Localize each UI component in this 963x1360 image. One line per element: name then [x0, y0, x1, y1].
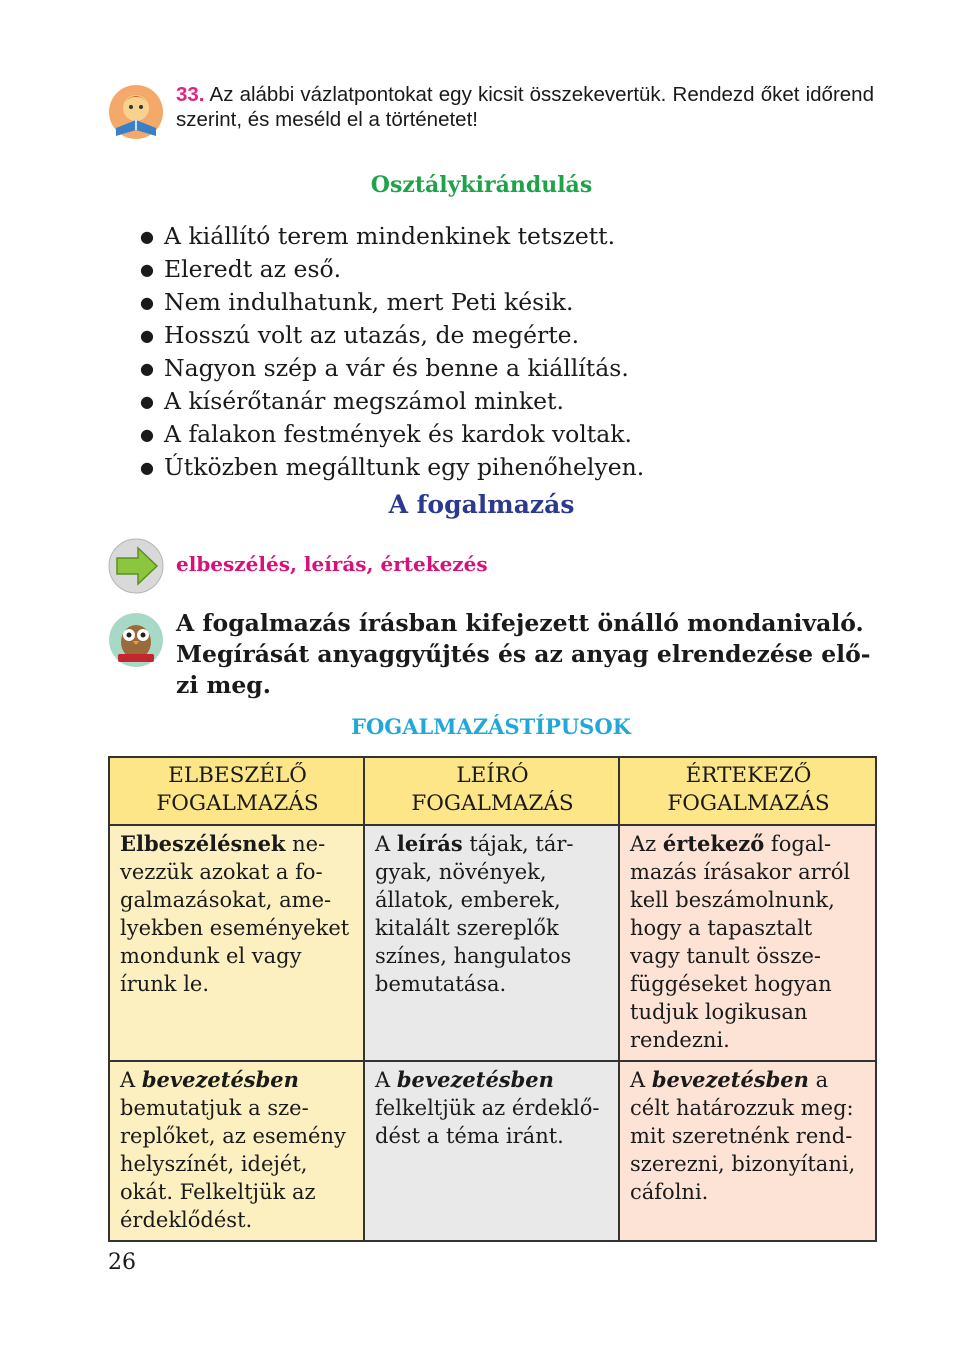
cell-ertekezo-intro: A bevezetésben a célt határozzuk meg: mit szeretnénk rend- szerezni, bizonyítani, cáfolni. — [619, 1061, 876, 1241]
table-header-row — [109, 757, 876, 825]
composition-types-table — [108, 756, 877, 1242]
definition-text: A fogalmazás írásban kifejezett önálló mondanivaló. Megírását anyaggyűjtés és az anyag elrendezése elő- zi meg. — [176, 609, 871, 699]
cell-ertekezo-definition: Az értekező fogal- mazás írásakor arról kell beszámolnunk, hogy a tapasztalt vagy tanult össze- függéseket hogyan tudjuk logikusan rendezni. — [619, 825, 876, 1061]
cell-leiro-intro: A bevezetésben felkeltjük az érdeklő- dést a téma iránt. — [364, 1061, 619, 1241]
cell-elbeszelo-definition: Elbeszélésnek ne- vezzük azokat a fo- galmazásokat, ame- lyekben eseményeket mondunk el vagy írunk le. — [109, 825, 364, 1061]
task-number: 33. — [176, 83, 205, 106]
list-item: ● Nagyon szép a vár és benne a kiállítás. — [140, 353, 644, 386]
task-instruction — [176, 82, 874, 132]
list-item: ● Hosszú volt az utazás, de megérte. — [140, 320, 644, 353]
cell-elbeszelo-intro: A bevezetésben bemutatjuk a sze- replőket, az esemény helyszínét, idejét, okát. Felkeltjük az érdeklődést. — [109, 1061, 364, 1241]
list-item: ● Útközben megálltunk egy pihenőhelyen. — [140, 452, 644, 485]
list-item: ● Eleredt az eső. — [140, 254, 644, 287]
section-title: A fogalmazás — [388, 490, 575, 519]
list-item: ● A kísérőtanár megszámol minket. — [140, 386, 644, 419]
story-title: Osztálykirándulás — [370, 172, 593, 198]
page-number: 26 — [108, 1250, 136, 1275]
table-row — [109, 1061, 876, 1241]
header-elbeszelo: ELBESZÉLŐ FOGALMAZÁS — [109, 757, 364, 825]
list-item: ● A kiállító terem mindenkinek tetszett. — [140, 221, 644, 254]
table-row — [109, 825, 876, 1061]
cell-leiro-definition: A leírás tájak, tár- gyak, növények, állatok, emberek, kitalált szereplők színes, hangulatos bemutatása. — [364, 825, 619, 1061]
header-ertekezo: ÉRTEKEZŐ FOGALMAZÁS — [619, 757, 876, 825]
header-leiro: LEÍRÓ FOGALMAZÁS — [364, 757, 619, 825]
list-item: ● Nem indulhatunk, mert Peti késik. — [140, 287, 644, 320]
task-text: Az alábbi vázlatpontokat egy kicsit összekevertük. Rendezd őket időrend szerint, és meséld el a történetet! — [176, 83, 874, 131]
story-points-list — [140, 221, 644, 485]
table-title: FOGALMAZÁSTÍPUSOK — [351, 714, 631, 739]
keywords: elbeszélés, leírás, értekezés — [176, 552, 488, 576]
arrow-right-icon — [108, 538, 164, 594]
list-item: ● A falakon festmények és kardok voltak. — [140, 419, 644, 452]
reading-child-icon — [108, 84, 164, 140]
owl-icon — [108, 610, 164, 670]
